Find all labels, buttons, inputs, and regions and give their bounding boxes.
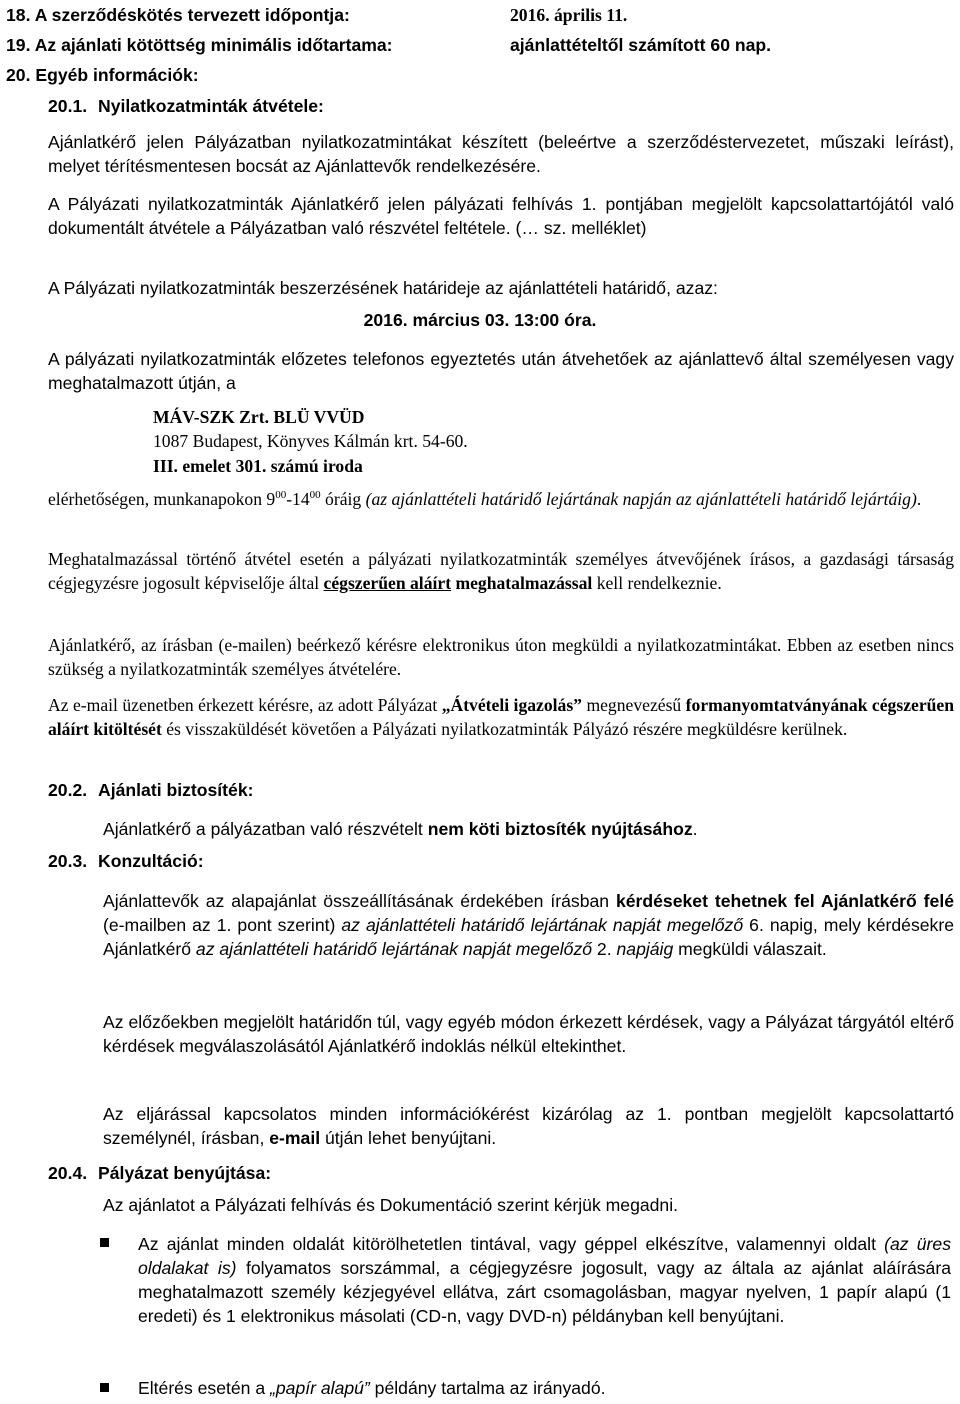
paragraph-meghatalmazas (48, 547, 954, 595)
info-email-bold: e-mail (269, 1128, 321, 1148)
avail-hour-sup-1: 00 (275, 489, 287, 501)
avail-end: . (916, 489, 922, 509)
deadline-date: 2016. március 03. 13:00 óra. (363, 310, 597, 330)
paragraph-atvetel-feltetel: A Pályázati nyilatkozatminták Ajánlatkérő jelen pályázati felhívás 1. pontjában megjelölt kapcsolattartójától való dokumentált átvétele a Pályázatban való részvétel feltétele. (… sz. melléklet) (48, 194, 954, 238)
biztositek-text: Ajánlatkérő a pályázatban való részvételt (103, 819, 428, 839)
meghat-end: kell rendelkeznie. (592, 573, 722, 593)
item-20 (6, 64, 199, 86)
item-19-label: Az ajánlati kötöttség minimális időtartama: (34, 35, 393, 55)
kerdes-bold: kérdéseket tehetnek fel Ajánlatkérő felé (615, 891, 954, 911)
section-number: 20.2. (48, 780, 88, 800)
avail-text: elérhetőségen, munkanapokon 9 (48, 489, 276, 509)
section-title: Nyilatkozatminták átvétele: (98, 96, 324, 116)
item-18-value: 2016. április 11. (510, 5, 628, 25)
item-20-number: 20. (6, 65, 31, 85)
section-number: 20.3. (48, 851, 88, 871)
address-room-label: számú iroda (266, 456, 363, 476)
bullet-item-ajanlat (138, 1232, 951, 1328)
address-street: 1087 Budapest, Könyves Kálmán krt. 54-60. (153, 431, 468, 451)
address-org-unit: BLÜ VVÜD (268, 407, 365, 427)
bullet-2-text: Eltérés esetén a (138, 1378, 271, 1398)
email-quote: „Átvételi igazolás” (441, 695, 582, 715)
kerdes-text-3: 6. napig, mely kérdésekre Ajánlatkérő (103, 915, 954, 959)
item-18-number: 18. (6, 5, 31, 25)
bullet-2-italic: „papír alapú” (270, 1378, 370, 1398)
address-org (153, 406, 364, 428)
section-20-4-heading (48, 1162, 271, 1184)
paragraph-informaciokeres (103, 1102, 954, 1150)
address-room (153, 455, 363, 477)
email-end: és visszaküldését követően a Pályázati nyilatkozatminták Pályázó részére megküldésre kerülnek. (161, 719, 848, 739)
bullet-square-icon (100, 1383, 109, 1392)
kerdes-italic-2: az ajánlattételi határidő lejártának napját megelőző (195, 939, 593, 959)
meghat-bold: meghatalmazással (455, 573, 593, 593)
section-number: 20.4. (48, 1163, 88, 1183)
paragraph-biztositek (103, 818, 698, 840)
biztositek-bold: nem köti biztosíték nyújtásához (427, 819, 693, 839)
bullet-1-text-2: folyamatos sorszámmal, a cégjegyzésre jogosult, vagy az általa az ajánlat aláírására meghatalmazott személy kézjegyével ellátva, zárt csomagolásban, magyar nyelven, 1 papír alapú (1 eredeti) és 1 elektronikus másolati (CD-n, vagy DVD-n) példányban kell benyújtani. (138, 1258, 951, 1326)
email-text: Az e-mail üzenetben érkezett kérésre, az adott Pályázat (48, 695, 442, 715)
bullet-item-elteres (138, 1377, 606, 1399)
avail-text-3: óráig (320, 489, 366, 509)
item-18-label: A szerződéskötés tervezett időpontja: (34, 5, 350, 25)
address-floor: III. emelet 301. (153, 456, 267, 476)
section-20-1-heading (48, 95, 324, 117)
bullet-2-end: példány tartalma az irányadó. (369, 1378, 606, 1398)
kerdes-italic-3: napjáig (616, 939, 674, 959)
item-20-label: Egyéb információk: (35, 65, 199, 85)
email-text-2: megnevezésű (581, 695, 686, 715)
meghat-text: Meghatalmazással történő átvétel esetén a pályázati nyilatkozatminták személyes átvevőjének írásos, a gazdasági társaság cégjegyzésre jogosult képviselője által (48, 549, 954, 593)
info-text: Az eljárással kapcsolatos minden információkérést kizárólag az 1. pontban megjelölt kapcsolattartó személynél, írásban, (103, 1104, 954, 1148)
section-number: 20.1. (48, 96, 88, 116)
avail-hour-sup-2: 00 (309, 489, 321, 501)
item-19-number: 19. (6, 35, 31, 55)
section-20-2-heading (48, 779, 253, 801)
bullet-1-italic: (az üres oldalakat is) (138, 1234, 951, 1278)
bullet-1-text: Az ajánlat minden oldalát kitörölhetetlen tintával, vagy géppel elkészítve, valamennyi oldalt (138, 1234, 885, 1254)
paragraph-hatarido: A Pályázati nyilatkozatminták beszerzésének határideje az ajánlattételi határidő, azaz: (48, 278, 718, 298)
paragraph-benyujtas: Az ajánlatot a Pályázati felhívás és Dokumentáció szerint kérjük megadni. (103, 1195, 679, 1215)
bullet-square-icon (100, 1238, 109, 1247)
section-title: Pályázat benyújtása: (98, 1163, 272, 1183)
avail-italic: (az ajánlattételi határidő lejártának napján az ajánlattételi határidő lejártáig) (365, 489, 917, 509)
item-19-value: ajánlattételtől számított 60 nap. (510, 35, 772, 55)
item-18 (6, 4, 350, 26)
kerdes-text: Ajánlattevők az alapajánlat összeállításának érdekében írásban (103, 891, 616, 911)
paragraph-hataridon-tul: Az előzőekben megjelölt határidőn túl, vagy egyéb módon érkezett kérdések, vagy a Pályázat tárgyától eltérő kérdések megválaszolásától Ajánlatkérő indoklás nélkül eltekinthet. (103, 1012, 954, 1056)
paragraph-email-keres (48, 693, 954, 741)
section-title: Ajánlati biztosíték: (98, 780, 254, 800)
kerdes-italic-1: az ajánlattételi határidő lejártának napját megelőző (341, 915, 744, 935)
item-19 (6, 34, 393, 56)
paragraph-elerhetoseg (48, 487, 954, 511)
biztositek-end: . (692, 819, 698, 839)
email-bold: formanyomtatványának cégszerűen aláírt kitöltését (48, 695, 955, 739)
kerdes-text-2: (e-mailben az 1. pont szerint) (103, 915, 342, 935)
paragraph-atveheto: A pályázati nyilatkozatminták előzetes telefonos egyeztetés után átvehetőek az ajánlattevő által személyesen vagy meghatalmazott útján, a (48, 349, 954, 393)
paragraph-kerdesek (103, 889, 954, 961)
address-org-name: MÁV-SZK Zrt. (153, 407, 269, 427)
paragraph-elektronikus: Ajánlatkérő, az írásban (e-mailen) beérkező kérésre elektronikus úton megküldi a nyilatkozatmintákat. Ebben az esetben nincs szükség a nyilatkozatminták személyes átvételére. (48, 635, 954, 679)
avail-text-2: -14 (286, 489, 310, 509)
section-20-3-heading (48, 850, 204, 872)
meghat-cegszeruen: cégszerűen aláírt (323, 573, 452, 593)
section-title: Konzultáció: (98, 851, 204, 871)
info-end: útján lehet benyújtani. (320, 1128, 497, 1148)
kerdes-end: megküldi válaszait. (673, 939, 827, 959)
kerdes-text-4: 2. (592, 939, 617, 959)
paragraph-nyilatkozatmintak: Ajánlatkérő jelen Pályázatban nyilatkozatmintákat készített (beleértve a szerződéstervezetet, műszaki leírást), melyet térítésmentesen bocsát az Ajánlattevők rendelkezésére. (48, 132, 954, 176)
